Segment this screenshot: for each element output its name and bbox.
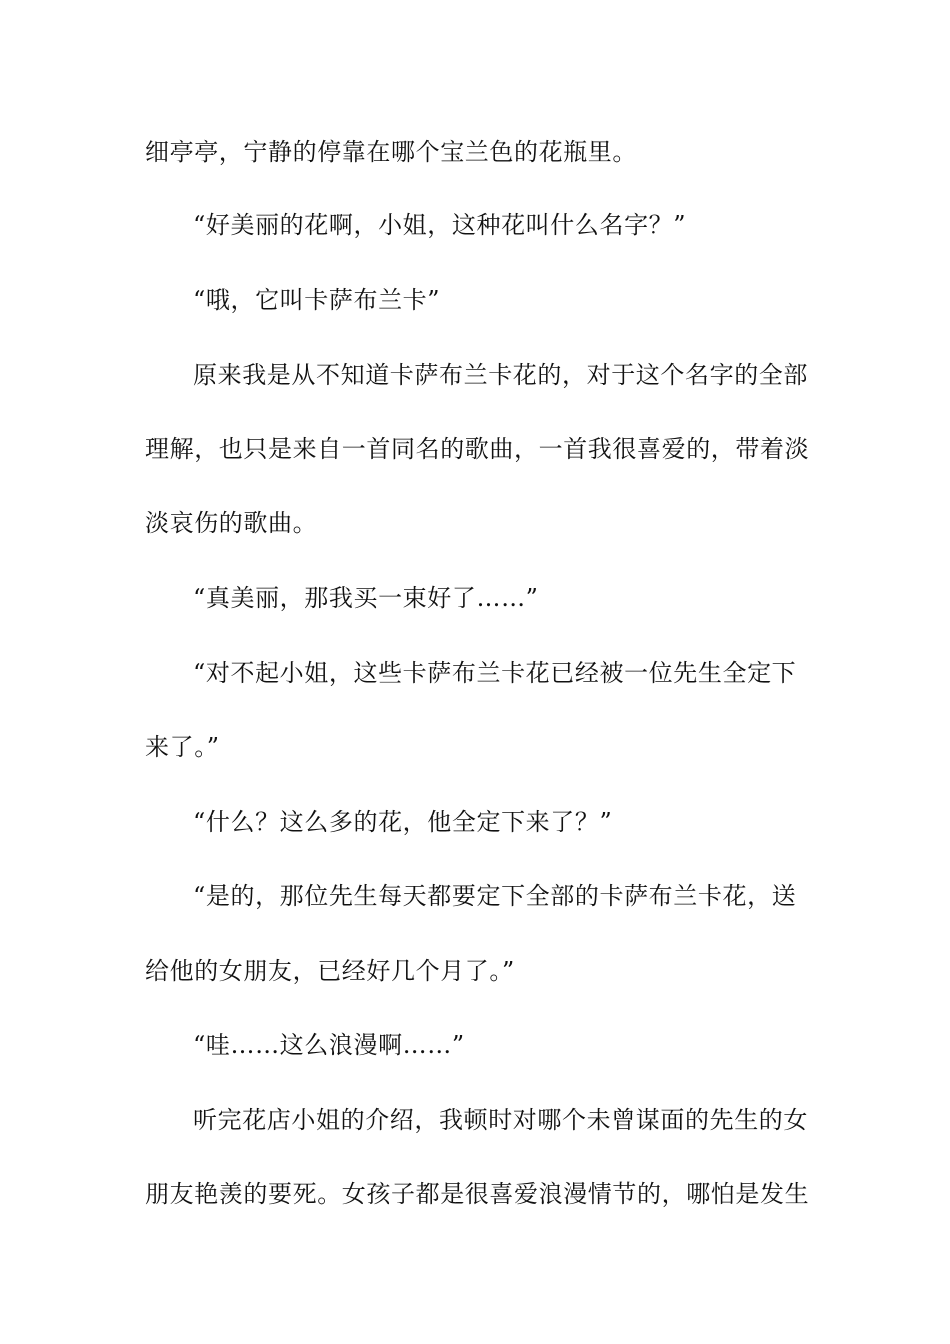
text-line: 淡哀伤的歌曲。: [145, 509, 318, 537]
text-line: “什么？这么多的花，他全定下来了？”: [193, 808, 613, 836]
text-line: “哦，它叫卡萨布兰卡”: [193, 286, 441, 314]
text-line: “好美丽的花啊，小姐，这种花叫什么名字？”: [193, 211, 687, 239]
text-line: 给他的女朋友，已经好几个月了。”: [145, 957, 515, 985]
text-line: “真美丽，那我买一束好了……”: [193, 584, 539, 612]
text-line: 理解，也只是来自一首同名的歌曲，一首我很喜爱的，带着淡: [145, 435, 810, 463]
text-line: 原来我是从不知道卡萨布兰卡花的，对于这个名字的全部: [193, 361, 808, 389]
text-line: “哇……这么浪漫啊……”: [193, 1031, 465, 1059]
text-line: “对不起小姐，这些卡萨布兰卡花已经被一位先生全定下: [193, 659, 797, 687]
text-line: “是的，那位先生每天都要定下全部的卡萨布兰卡花，送: [193, 882, 797, 910]
text-line: 听完花店小姐的介绍，我顿时对哪个未曾谋面的先生的女: [193, 1106, 808, 1134]
text-line: 朋友艳羡的要死。女孩子都是很喜爱浪漫情节的，哪怕是发生: [145, 1180, 810, 1208]
text-line: 来了。”: [145, 733, 220, 761]
text-line: 细亭亭，宁静的停靠在哪个宝兰色的花瓶里。: [145, 138, 637, 166]
